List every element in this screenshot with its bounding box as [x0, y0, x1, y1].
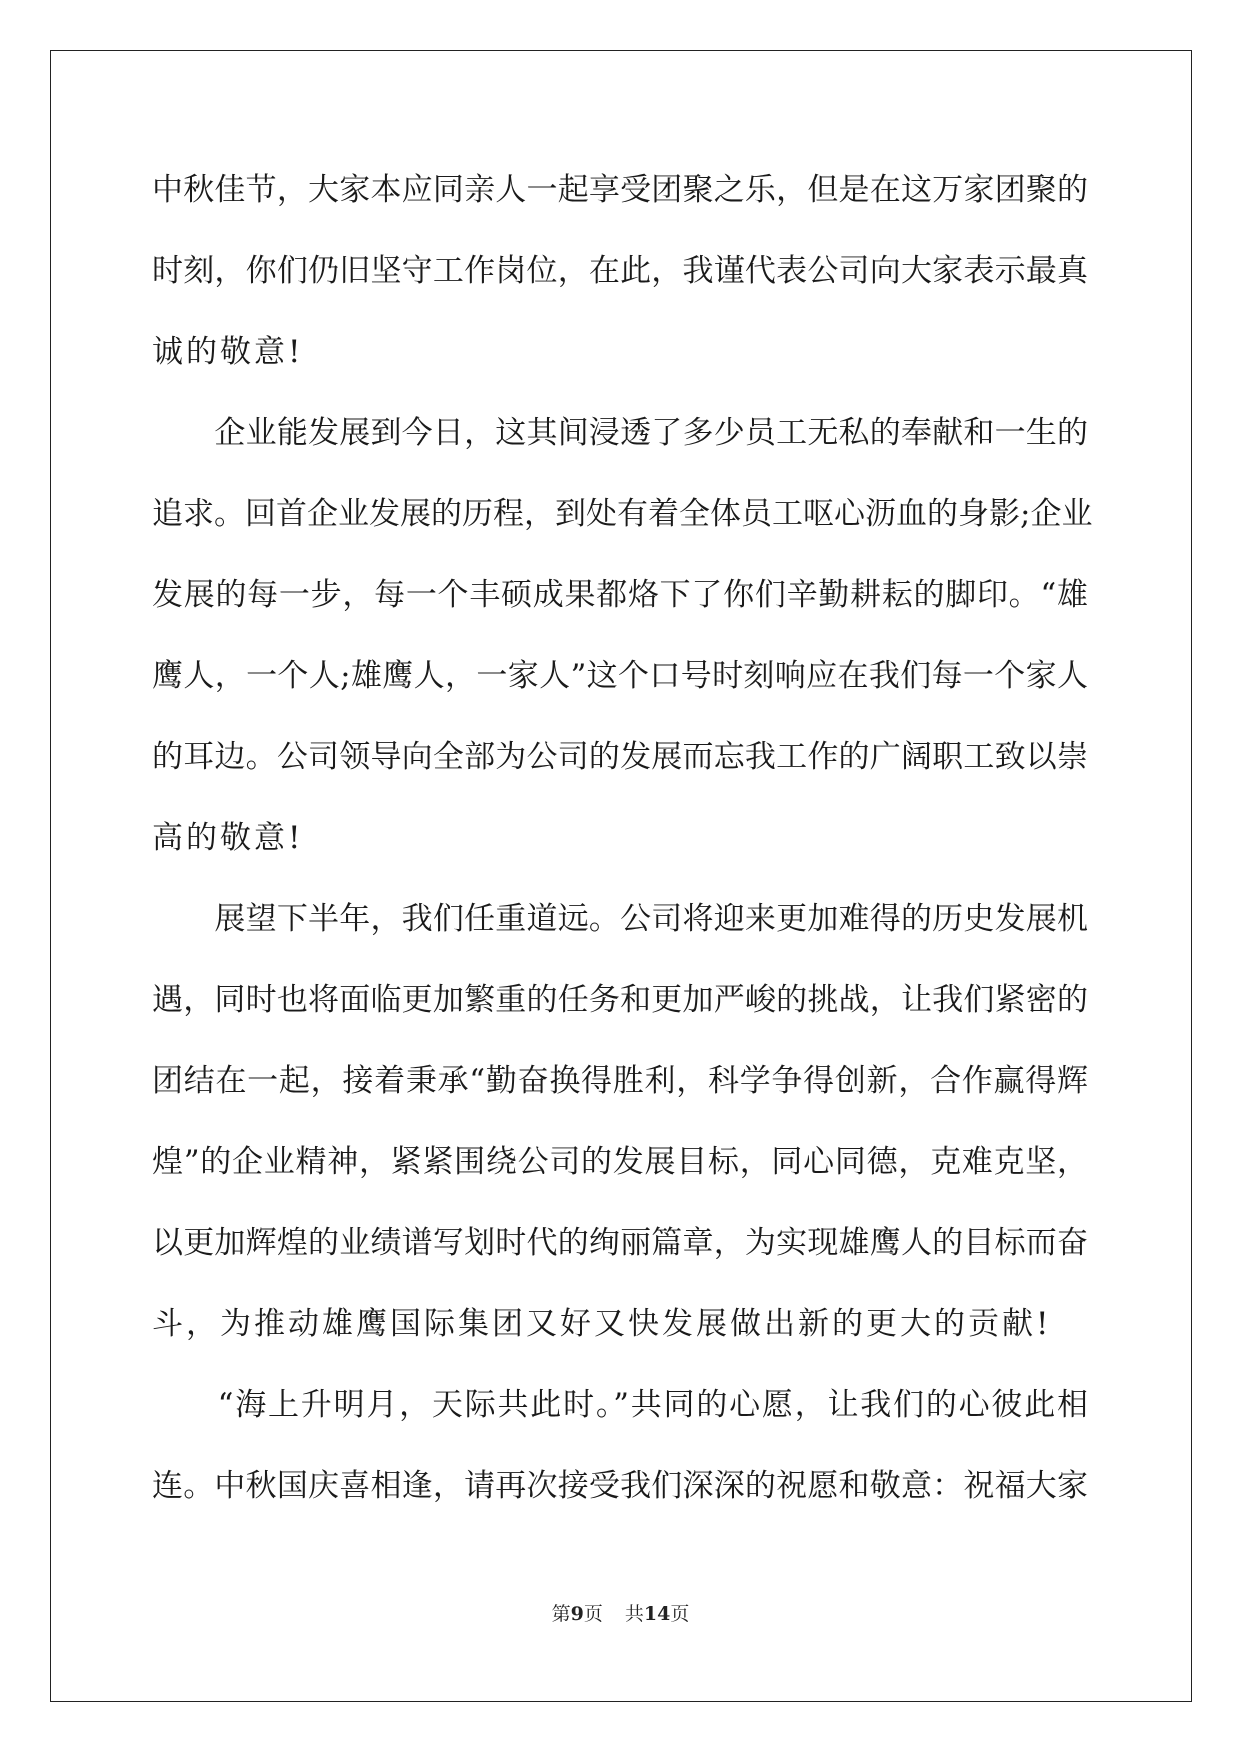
text-line: 追求。回首企业发展的历程，到处有着全体员工呕心沥血的身影;企业 [152, 496, 1093, 532]
footer-total-suffix: 页 [670, 1603, 690, 1625]
text-line: 诚的敬意! [152, 334, 304, 370]
text-line: 煌”的企业精神，紧紧围绕公司的发展目标，同心同德，克难克坚， [152, 1144, 1088, 1180]
footer-page-prefix: 第 [551, 1603, 571, 1625]
text-line: 斗，为推动雄鹰国际集团又好又快发展做出新的更大的贡献! [152, 1306, 1052, 1342]
text-line: 的耳边。公司领导向全部为公司的发展而忘我工作的广阔职工致以崇 [152, 739, 1088, 775]
document-body [152, 150, 1093, 1527]
footer-page-suffix: 页 [583, 1603, 603, 1625]
text-line: 时刻，你们仍旧坚守工作岗位，在此，我谨代表公司向大家表示最真 [152, 253, 1088, 289]
text-line: 团结在一起，接着秉承“勤奋换得胜利，科学争得创新，合作赢得辉 [152, 1063, 1088, 1099]
text-line: 连。中秋国庆喜相逢，请再次接受我们深深的祝愿和敬意：祝福大家 [152, 1468, 1088, 1504]
text-line: 高的敬意! [152, 820, 304, 856]
text-line: 鹰人，一个人;雄鹰人，一家人”这个口号时刻响应在我们每一个家人 [152, 658, 1088, 694]
footer-total-prefix: 共 [624, 1603, 644, 1625]
footer-page-number: 9 [570, 1603, 584, 1625]
text-line: 展望下半年，我们任重道远。公司将迎来更加难得的历史发展机 [152, 901, 1088, 937]
text-line: 中秋佳节，大家本应同亲人一起享受团聚之乐，但是在这万家团聚的 [152, 172, 1088, 208]
text-line: 发展的每一步，每一个丰硕成果都烙下了你们辛勤耕耘的脚印。“雄 [152, 577, 1088, 613]
text-line: 以更加辉煌的业绩谱写划时代的绚丽篇章，为实现雄鹰人的目标而奋 [152, 1225, 1088, 1261]
text-line: “海上升明月，天际共此时。”共同的心愿，让我们的心彼此相 [152, 1387, 1088, 1423]
footer-total-pages: 14 [643, 1603, 671, 1625]
text-line: 遇，同时也将面临更加繁重的任务和更加严峻的挑战，让我们紧密的 [152, 982, 1088, 1018]
text-line: 企业能发展到今日，这其间浸透了多少员工无私的奉献和一生的 [152, 415, 1088, 451]
page-footer [0, 1601, 1241, 1627]
